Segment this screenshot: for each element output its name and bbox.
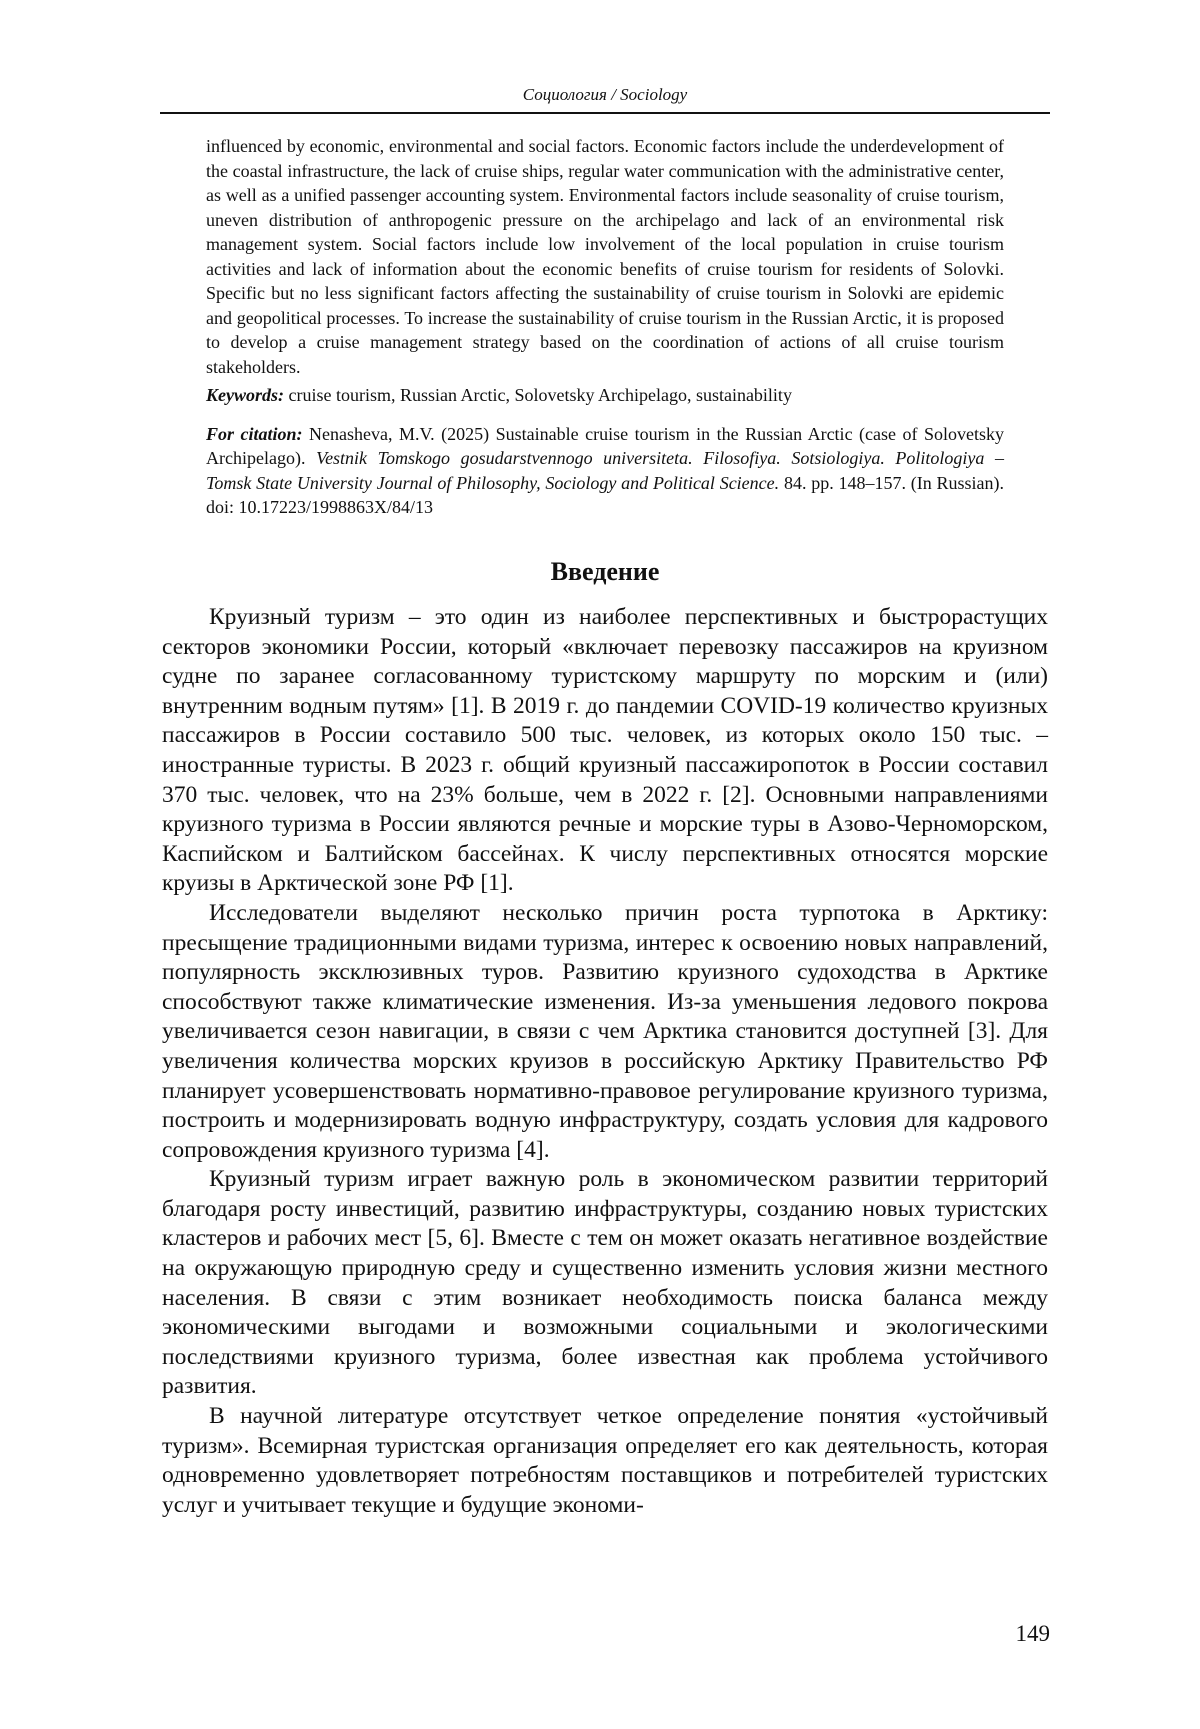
page-number: 149 — [1015, 1621, 1050, 1646]
abstract-block — [206, 134, 1004, 520]
abstract-text: influenced by economic, environmental and social factors. Economic factors include the underdevelopment of the coastal infrastructure, the lack of cruise ships, regular water communication with the administrative center, as well as a unified passenger accounting system. Environmental factors include seasonality of cruise tourism, uneven distribution of anthropogenic pressure on the archipelago and lack of an environmental risk management system. Social factors include low involvement of the local population in cruise tourism activities and lack of information about the economic benefits of cruise tourism for residents of Solovki. Specific but no less significant factors affecting the sustainability of cruise tourism in Solovki are epidemic and geopolitical processes. To increase the sustainability of cruise tourism in the Russian Arctic, it is proposed to develop a cruise management strategy based on the coordination of actions of all cruise tourism stakeholders. — [206, 136, 1004, 377]
keywords-label: Keywords: — [206, 385, 284, 405]
citation — [206, 422, 1004, 520]
paragraph: В научной литературе отсутствует четкое определение понятия «устойчивый туризм». Всемирная туристская организация определяет его как деятельность, которая одновременно удовлетворяет потребностям поставщиков и потребителей туристских услуг и учитывает текущие и будущие экономи- — [162, 1403, 1048, 1518]
paragraph: Круизный туризм – это один из наиболее перспективных и быстрорастущих секторов экономики России, который «включает перевозку пассажиров на круизном судне по заранее согласованному туристскому маршруту по морским и (или) внутренним водным путям» [1]. В 2019 г. до пандемии COVID-19 количество круизных пассажиров в России составило 500 тыс. человек, из которых около 150 тыс. – иностранные туристы. В 2023 г. общий круизный пассажиропоток в России составил 370 тыс. человек, что на 23% больше, чем в 2022 г. [2]. Основными направлениями круизного туризма в России являются речные и морские туры в Азово-Черноморском, Каспийском и Балтийском бассейнах. К числу перспективных относятся морские круизы в Арктической зоне РФ [1]. — [162, 604, 1048, 897]
citation-journal: Vestnik Tomskogo gosudarstvennogo universiteta. Filosofiya. Sotsiologiya. Politologiya – Tomsk State University Journal of Philosophy, Sociology and Political Science. — [206, 448, 1004, 493]
keywords-line — [206, 383, 1004, 408]
running-head: Социология / Sociology — [522, 85, 688, 104]
body-text — [162, 603, 1048, 1520]
citation-label: For citation: — [206, 423, 303, 444]
citation-text: Nenasheva, M.V. (2025) Sustainable cruise tourism in the Russian Arctic (case of Solovetsky Archipelago). — [206, 423, 1005, 468]
section-title: Введение — [550, 557, 660, 586]
keywords-value: cruise tourism, Russian Arctic, Solovetsky Archipelago, sustainability — [288, 385, 792, 405]
paragraph: Круизный туризм играет важную роль в экономическом развитии территорий благодаря росту инвестиций, развитию инфраструктуры, созданию новых туристских кластеров и рабочих мест [5, 6]. Вместе с тем он может оказать негативное воздействие на окружающую природную среду и существенно изменить условия жизни местного населения. В связи с этим возникает необходимость поиска баланса между экономическими выгодами и возможными социальными и экологическими последствиями круизного туризма, более известная как проблема устойчивого развития. — [162, 1166, 1048, 1400]
citation-details: 84. pp. 148–157. (In Russian). doi: 10.17223/1998863Х/84/13 — [206, 472, 1004, 517]
header-rule — [160, 112, 1050, 114]
paragraph: Исследователи выделяют несколько причин роста турпотока в Арктику: пресыщение традиционными видами туризма, интерес к освоению новых направлений, популярность эксклюзивных туров. Развитию круизного судоходства в Арктике способствуют также климатические изменения. Из-за уменьшения ледового покрова увеличивается сезон навигации, в связи с чем Арктика становится доступней [3]. Для увеличения количества морских круизов в российскую Арктику Правительство РФ планирует усовершенствовать нормативно-правовое регулирование круизного туризма, построить и модернизировать водную инфраструктуру, создать условия для кадрового сопровождения круизного туризма [4]. — [162, 899, 1048, 1163]
